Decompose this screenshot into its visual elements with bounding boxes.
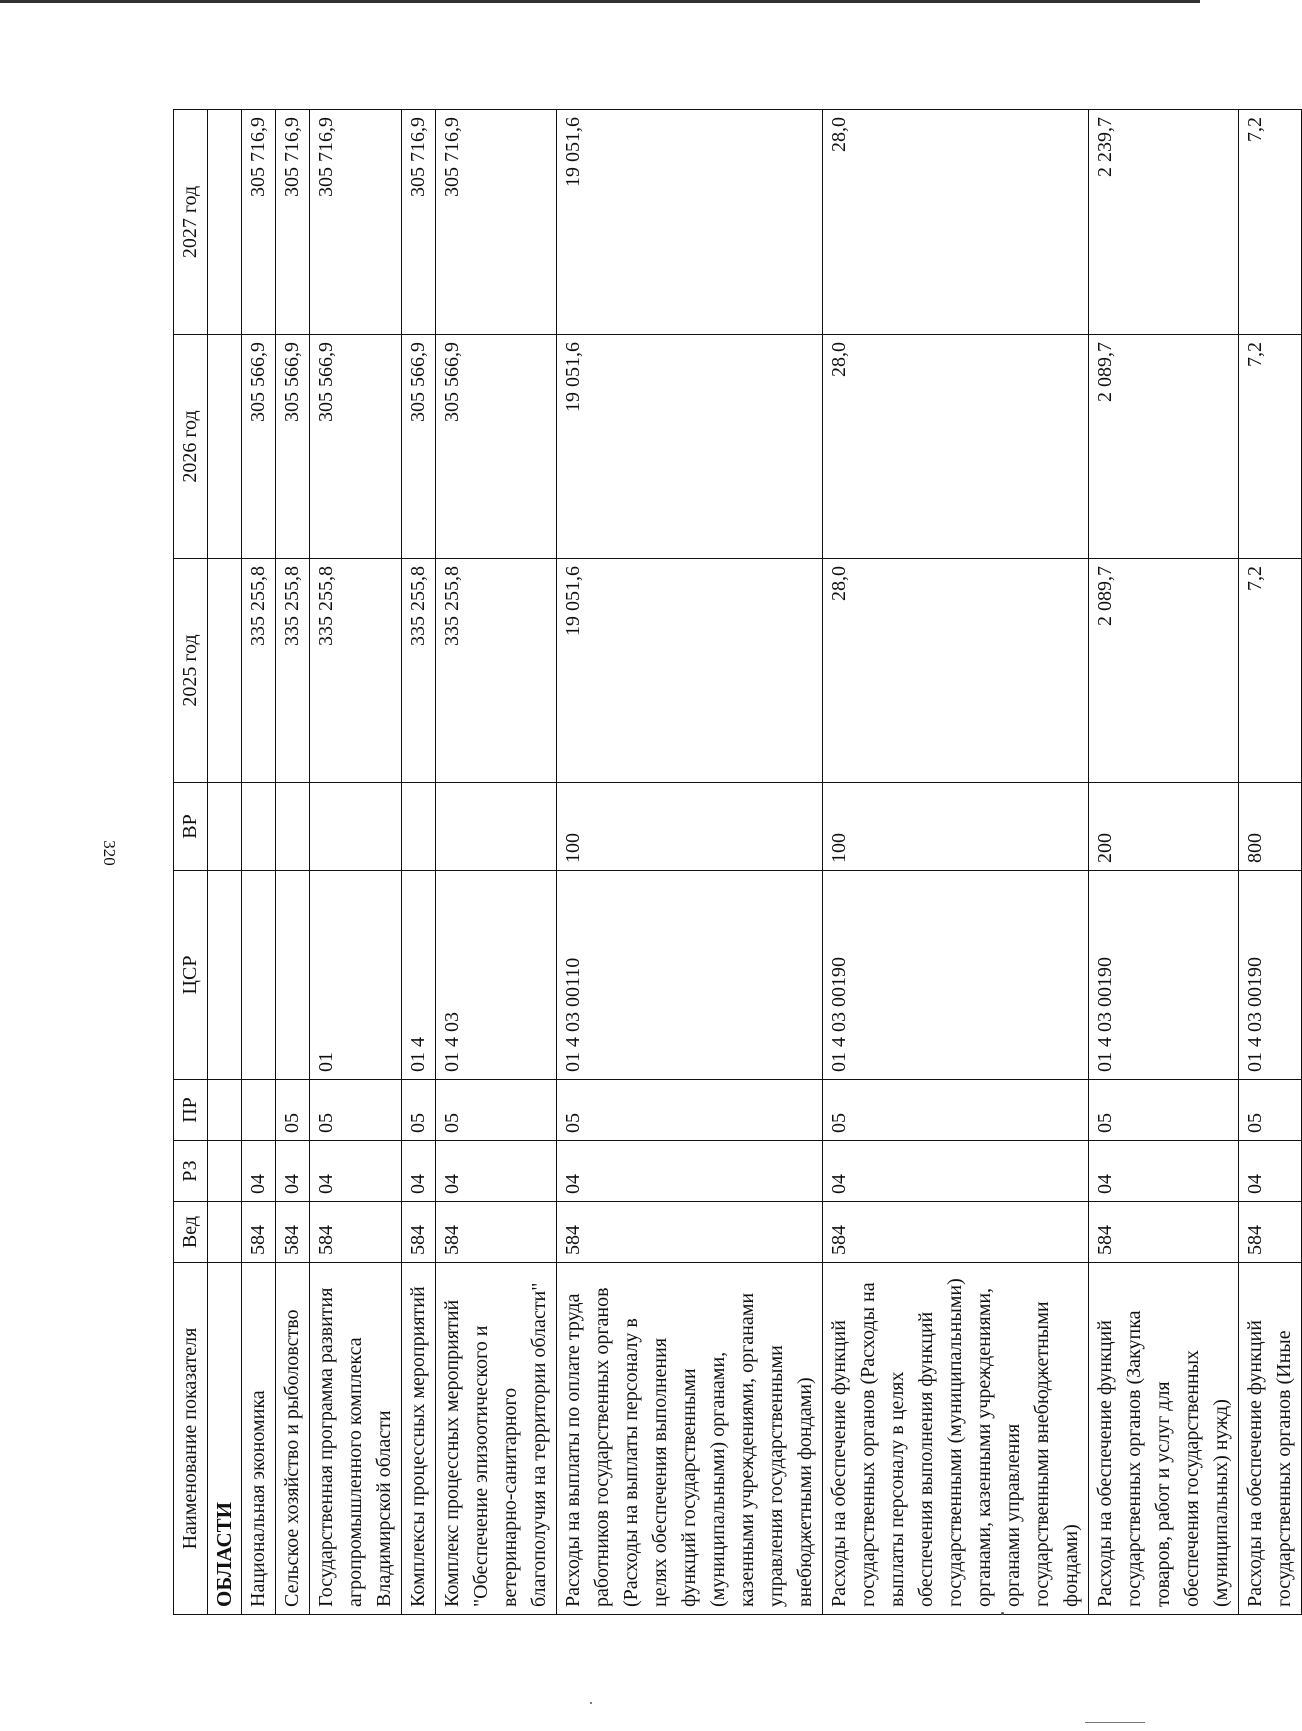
row-name: Расходы на выплаты по оплате труда работников государственных органов (Расходы на выплаты персоналу в целях обеспечения выполнения функций государственными (муниципальными) органами, казенными учреждениями, органами управления государственными внебюджетными фондами) bbox=[557, 1263, 823, 1615]
row-2027: 305 716,9 bbox=[242, 110, 276, 335]
row-name: Комплекс процессных мероприятий "Обеспечение эпизоотического и ветеринарно-санитарного благополучия на территории области" bbox=[436, 1263, 557, 1615]
row-2027: 28,0 bbox=[823, 110, 1089, 335]
row-2025: 335 255,8 bbox=[242, 559, 276, 783]
scan-speck bbox=[1001, 1612, 1004, 1615]
row-pr: 05 bbox=[310, 1080, 402, 1141]
header-vr: ВР bbox=[174, 783, 208, 871]
row-csr: 01 4 03 bbox=[436, 871, 557, 1080]
row-csr: 01 bbox=[310, 871, 402, 1080]
row-name: Государственная программа развития агропромышленного комплекса Владимирской области bbox=[310, 1263, 402, 1615]
row-ved: 584 bbox=[242, 1202, 276, 1263]
row-ved: 584 bbox=[310, 1202, 402, 1263]
row-2027: 305 716,9 bbox=[436, 110, 557, 335]
row-vr: 100 bbox=[823, 783, 1089, 871]
row-name: Сельское хозяйство и рыболовство bbox=[276, 1263, 310, 1615]
row-2026: 305 566,9 bbox=[310, 335, 402, 559]
table-row bbox=[310, 110, 402, 1615]
scan-speck bbox=[1085, 1722, 1145, 1723]
budget-table bbox=[173, 109, 1302, 1615]
row-csr bbox=[276, 871, 310, 1080]
row-rz: 04 bbox=[1239, 1141, 1302, 1202]
scan-speck bbox=[590, 1702, 592, 1704]
table-row bbox=[1089, 110, 1239, 1615]
row-2026: 305 566,9 bbox=[242, 335, 276, 559]
row-vr bbox=[276, 783, 310, 871]
row-2026: 19 051,6 bbox=[557, 335, 823, 559]
row-csr: 01 4 03 00110 bbox=[557, 871, 823, 1080]
row-rz: 04 bbox=[436, 1141, 557, 1202]
row-vr bbox=[436, 783, 557, 871]
row-ved: 584 bbox=[557, 1202, 823, 1263]
row-ved: 584 bbox=[823, 1202, 1089, 1263]
row-2026: 28,0 bbox=[823, 335, 1089, 559]
row-2025: 19 051,6 bbox=[557, 559, 823, 783]
row-2026: 305 566,9 bbox=[436, 335, 557, 559]
row-pr: 05 bbox=[276, 1080, 310, 1141]
table-header-row bbox=[174, 110, 208, 1615]
table-row bbox=[436, 110, 557, 1615]
row-ved: 584 bbox=[1089, 1202, 1239, 1263]
row-2027: 305 716,9 bbox=[402, 110, 436, 335]
row-vr bbox=[402, 783, 436, 871]
row-pr: 05 bbox=[823, 1080, 1089, 1141]
row-pr: 05 bbox=[1089, 1080, 1239, 1141]
row-rz: 04 bbox=[402, 1141, 436, 1202]
row-ved: 584 bbox=[1239, 1202, 1302, 1263]
budget-table-rotated bbox=[173, 110, 1295, 1615]
header-rz: РЗ bbox=[174, 1141, 208, 1202]
row-2026: 7,2 bbox=[1239, 335, 1302, 559]
row-2026: 2 089,7 bbox=[1089, 335, 1239, 559]
section-title: ОБЛАСТИ bbox=[208, 1263, 242, 1615]
row-2025: 335 255,8 bbox=[436, 559, 557, 783]
header-2026: 2026 год bbox=[174, 335, 208, 559]
row-2026: 305 566,9 bbox=[402, 335, 436, 559]
row-name: Расходы на обеспечение функций государственных органов (Иные bbox=[1239, 1263, 1302, 1615]
row-vr: 200 bbox=[1089, 783, 1239, 871]
row-ved: 584 bbox=[402, 1202, 436, 1263]
row-name: Расходы на обеспечение функций государственных органов (Закупка товаров, работ и услуг для обеспечения государственных (муниципальных) нужд) bbox=[1089, 1263, 1239, 1615]
row-2027: 7,2 bbox=[1239, 110, 1302, 335]
row-2025: 28,0 bbox=[823, 559, 1089, 783]
row-vr bbox=[310, 783, 402, 871]
row-ved: 584 bbox=[276, 1202, 310, 1263]
row-vr: 800 bbox=[1239, 783, 1302, 871]
row-pr: 05 bbox=[557, 1080, 823, 1141]
row-vr bbox=[242, 783, 276, 871]
row-2027: 2 239,7 bbox=[1089, 110, 1239, 335]
header-pr: ПР bbox=[174, 1080, 208, 1141]
table-row bbox=[402, 110, 436, 1615]
row-2025: 2 089,7 bbox=[1089, 559, 1239, 783]
row-pr: 05 bbox=[1239, 1080, 1302, 1141]
row-2027: 19 051,6 bbox=[557, 110, 823, 335]
header-2027: 2027 год bbox=[174, 110, 208, 335]
row-csr bbox=[242, 871, 276, 1080]
row-name: Национальная экономика bbox=[242, 1263, 276, 1615]
header-name: Наименование показателя bbox=[174, 1263, 208, 1615]
row-csr: 01 4 03 00190 bbox=[1239, 871, 1302, 1080]
row-rz: 04 bbox=[1089, 1141, 1239, 1202]
row-2025: 7,2 bbox=[1239, 559, 1302, 783]
row-csr: 01 4 bbox=[402, 871, 436, 1080]
row-csr: 01 4 03 00190 bbox=[1089, 871, 1239, 1080]
row-2026: 305 566,9 bbox=[276, 335, 310, 559]
row-2025: 335 255,8 bbox=[310, 559, 402, 783]
table-row bbox=[557, 110, 823, 1615]
row-pr bbox=[242, 1080, 276, 1141]
row-2025: 335 255,8 bbox=[402, 559, 436, 783]
row-2027: 305 716,9 bbox=[276, 110, 310, 335]
table-row bbox=[1239, 110, 1302, 1615]
row-vr: 100 bbox=[557, 783, 823, 871]
section-row bbox=[208, 110, 242, 1615]
table-row bbox=[242, 110, 276, 1615]
row-name: Комплексы процессных мероприятий bbox=[402, 1263, 436, 1615]
page-number: 320 bbox=[100, 840, 119, 866]
row-ved: 584 bbox=[436, 1202, 557, 1263]
row-rz: 04 bbox=[557, 1141, 823, 1202]
row-rz: 04 bbox=[823, 1141, 1089, 1202]
header-csr: ЦСР bbox=[174, 871, 208, 1080]
row-pr: 05 bbox=[436, 1080, 557, 1141]
table-row bbox=[276, 110, 310, 1615]
row-2027: 305 716,9 bbox=[310, 110, 402, 335]
header-2025: 2025 год bbox=[174, 559, 208, 783]
row-2025: 335 255,8 bbox=[276, 559, 310, 783]
row-pr: 05 bbox=[402, 1080, 436, 1141]
row-csr: 01 4 03 00190 bbox=[823, 871, 1089, 1080]
row-rz: 04 bbox=[242, 1141, 276, 1202]
row-name: Расходы на обеспечение функций государственных органов (Расходы на выплаты персоналу в целях обеспечения выполнения функций государственными (муниципальными) органами, казенными учреждениями, органами управления государственными внебюджетными фондами) bbox=[823, 1263, 1089, 1615]
table-row bbox=[823, 110, 1089, 1615]
row-rz: 04 bbox=[276, 1141, 310, 1202]
row-rz: 04 bbox=[310, 1141, 402, 1202]
header-ved: Вед bbox=[174, 1202, 208, 1263]
